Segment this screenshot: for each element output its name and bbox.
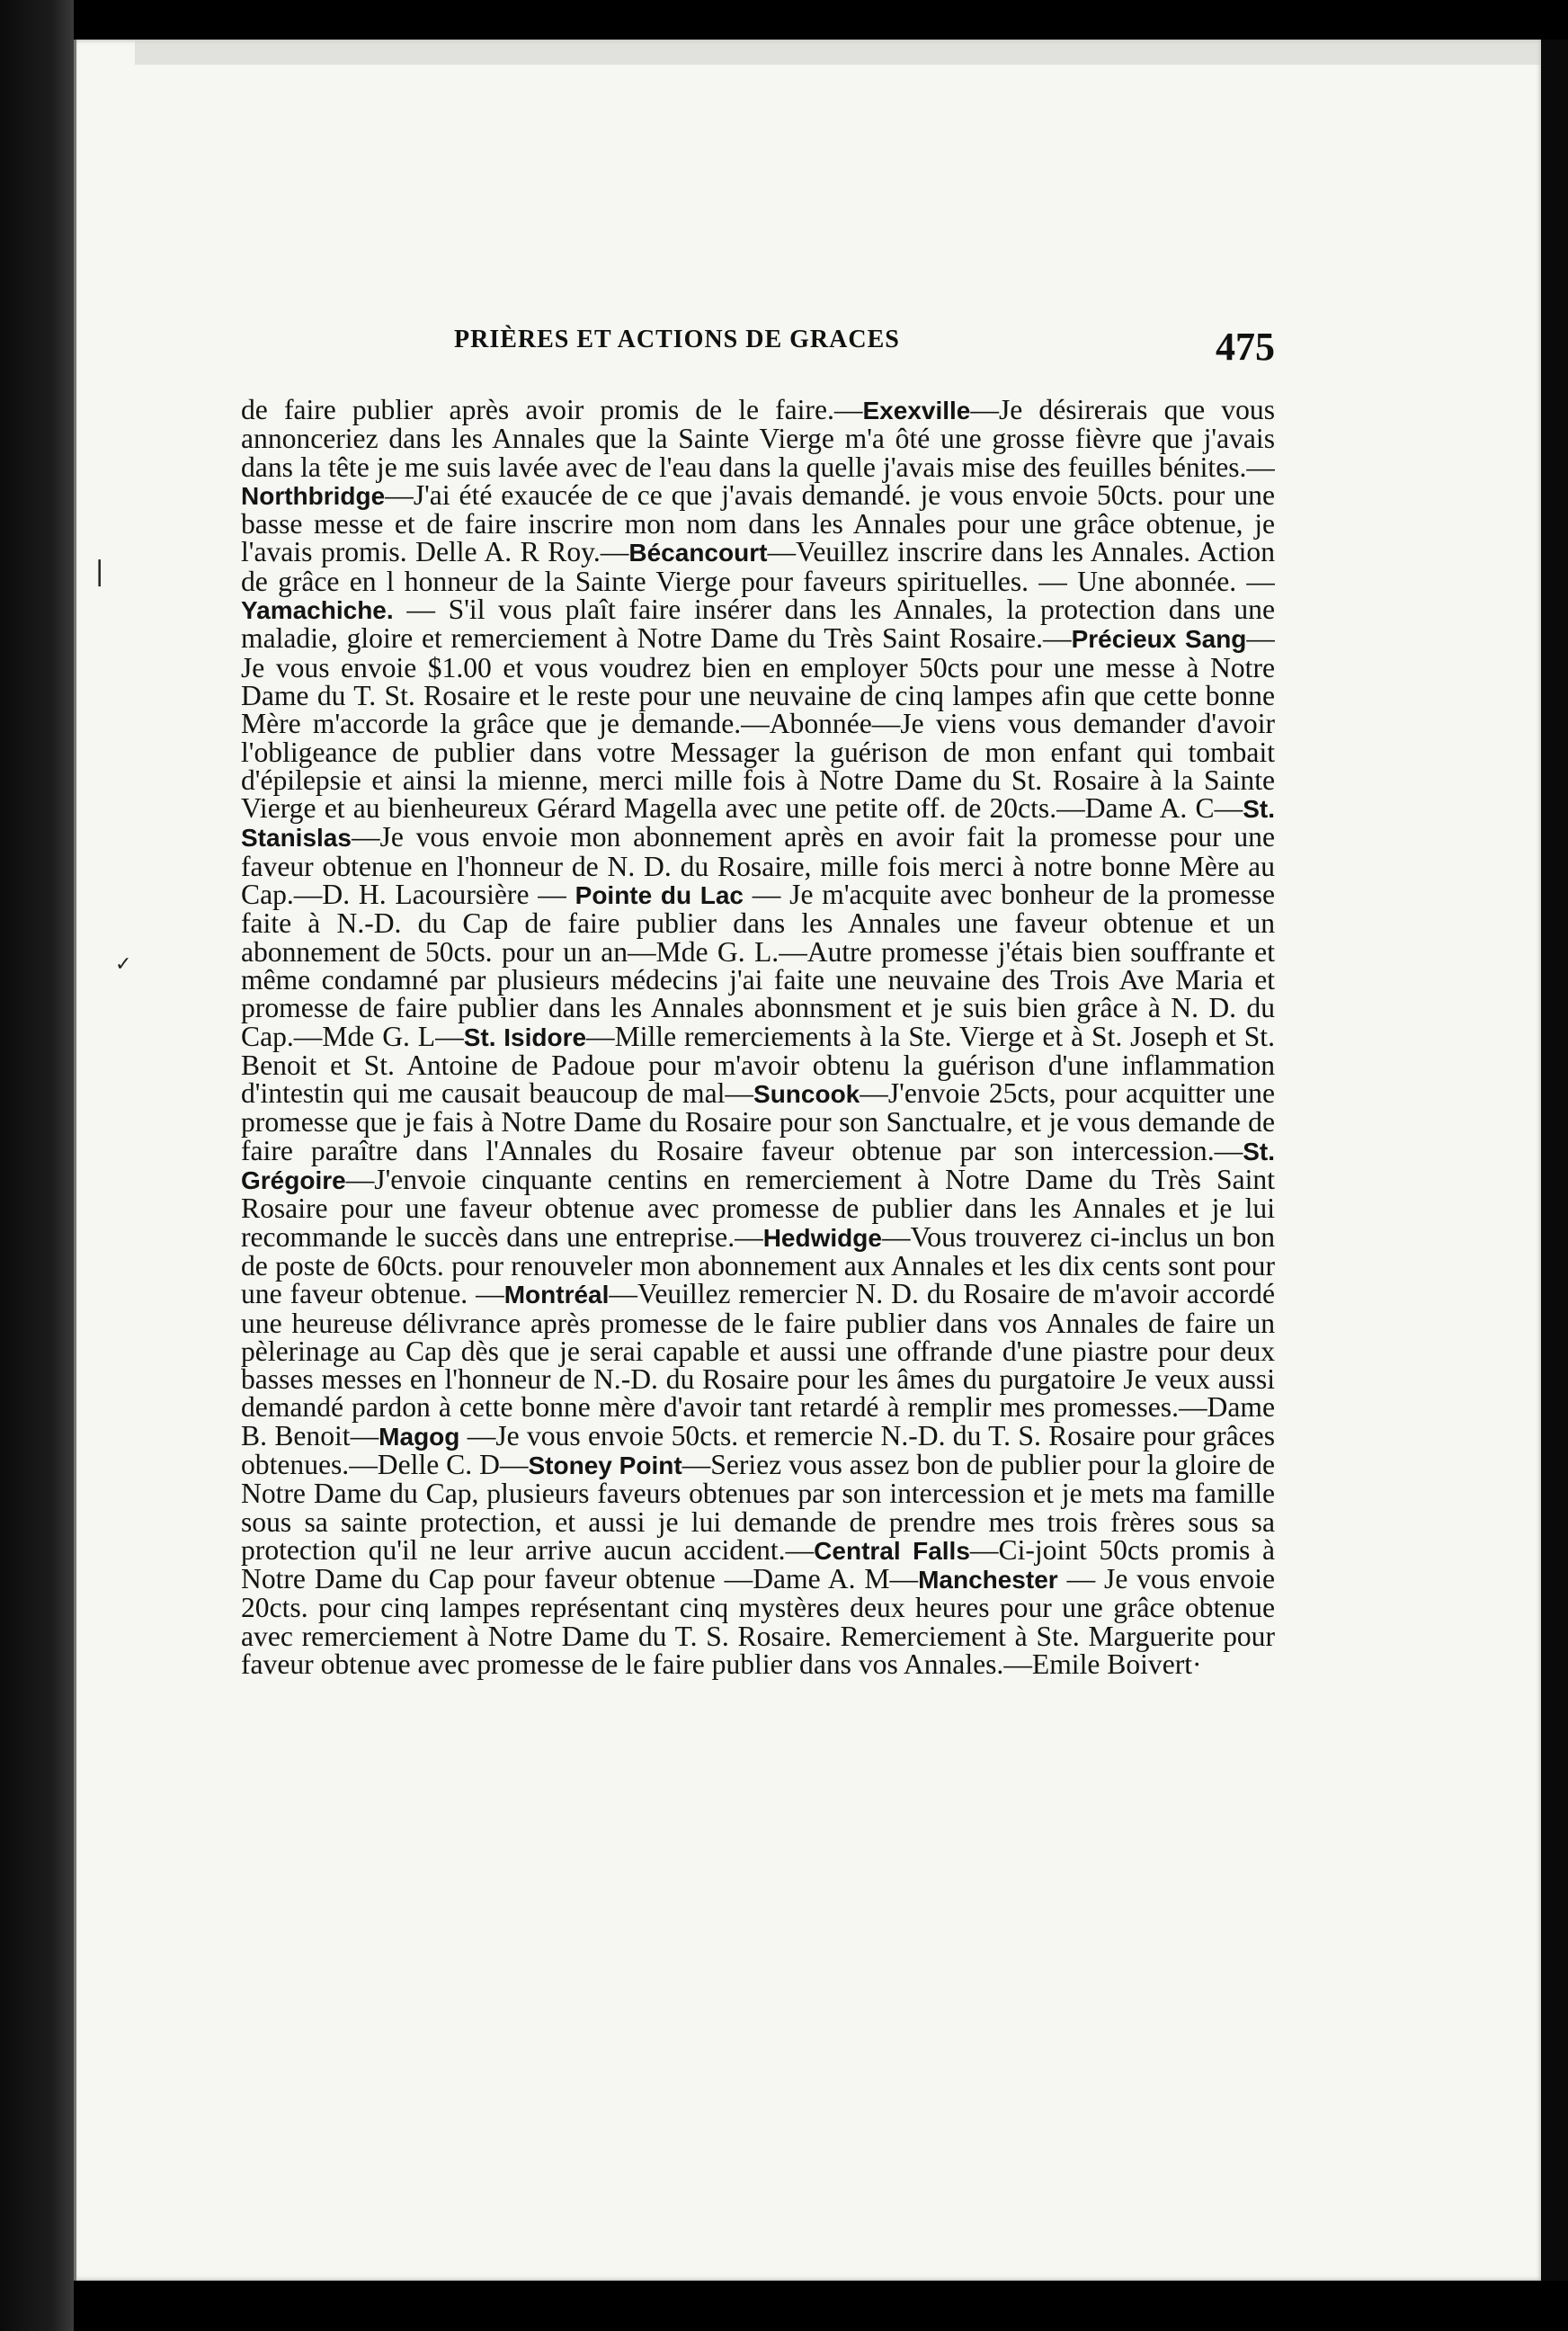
body-text-run: —Mille remerciements à la Ste. Vierge et à St. Joseph et St. Benoit et St. Antoine de Padoue pour m'avoir obtenu la guérison d'une inflammation d'intestin qui me causait beaucoup de mal— xyxy=(241,1020,1275,1110)
place-name: St. Grégoire xyxy=(241,1137,1275,1195)
running-head: PRIÈRES ET ACTIONS DE GRACES xyxy=(454,326,900,353)
place-name: Exexville xyxy=(862,397,971,424)
body-text-run: — S'il vous plaît faire insérer dans les Annales, la protection dans une maladie, gloire et remerciement à Notre Dame du Très Saint Rosaire.— xyxy=(241,594,1275,655)
margin-mark: ❘ xyxy=(88,556,111,587)
place-name: Stoney Point xyxy=(528,1451,682,1479)
place-name: Hedwidge xyxy=(762,1223,882,1252)
place-name: St. Isidore xyxy=(463,1023,587,1051)
page-header xyxy=(454,317,1263,371)
page-right-shadow xyxy=(1541,40,1568,2281)
place-name: Yamachiche. xyxy=(241,596,394,625)
body-text-run: —Veuillez inscrire dans les Annales. Action de grâce en l honneur de la Sainte Vierge pour faveurs spirituelles. — Une abonnée. — xyxy=(241,536,1275,597)
body-text-run: —Veuillez remercier N. D. du Rosaire de m'avoir accordé une heureuse délivrance après promesse de le faire publier dans vos Annales de faire un pèlerinage au Cap dès que je serai capable et aussi une offrande d'une piastre pour deux basses messes en l'honneur de N.-D. du Rosaire pour les âmes du purgatoire Je veux aussi demandé pardon à cette bonne mère d'avoir tant retardé à remplir mes promesses.—Dame B. Benoit— xyxy=(241,1278,1275,1451)
body-text-run: —Vous trouverez ci-inclus un bon de poste de 60cts. pour renouveler mon abonnement aux Annales et les dix cents sont pour une faveur obtenue. — xyxy=(241,1220,1275,1310)
body-text-run: —J'envoie cinquante centins en remerciement à Notre Dame du Très Saint Rosaire pour une faveur obtenue avec promesse de publier dans les Annales et je lui recommande le succès dans une entreprise.— xyxy=(241,1164,1275,1253)
body-text-run: — Je m'acquite avec bonheur de la promesse faite à N.-D. du Cap de faire publier dans les Annales une faveur obtenue et un abonnement de 50cts. pour un an—Mde G. L.—Autre promesse j'étais bien souffrante et même condamné par plusieurs médecins j'ai faite une neuvaine des Trois Ave Maria et promesse de faire publier dans les Annales abonnsment et je suis bien grâce à N. D. du Cap.—Mde G. L— xyxy=(241,879,1275,1052)
body-paragraph xyxy=(241,396,1275,1681)
body-text-run: — Je vous envoie 20cts. pour cinq lampes représentant cinq mystères deux heures pour une grâce obtenue avec remerciement à Notre Dame du T. S. Rosaire. Remerciement à Ste. Marguerite pour faveur obtenue avec promesse de le faire publier dans vos Annales.—Emile Boivert· xyxy=(241,1563,1275,1681)
place-name: Précieux Sang xyxy=(1071,625,1247,654)
body-text-run: —Seriez vous assez bon de publier pour la gloire de Notre Dame du Cap, plusieurs faveurs obtenues par son intercession et je mets ma famille sous sa sainte protection, et aussi je lui demande de prendre mes trois frères sous sa protection qu'il ne leur arrive aucun accident.— xyxy=(241,1448,1275,1566)
body-text-run: —Je désirerais que vous annonceriez dans les Annales que la Sainte Vierge m'a ôté une grosse fièvre que j'avais dans la tête je me suis lavée avec de l'eau dans la quelle j'avais mise des feuilles bénites.— xyxy=(241,396,1275,483)
body-text-run: —J'envoie 25cts, pour acquitter une promesse que je fais à Notre Dame du Rosaire pour son Sanctualre, et je vous demande de faire paraître dans l'Annales du Rosaire faveur obtenue par son intercession.— xyxy=(241,1077,1275,1166)
body-text-run: —Je vous envoie mon abonnement après en avoir fait la promesse pour une faveur obtenue en l'honneur de N. D. du Rosaire, mille fois merci à notre bonne Mère au Cap.—D. H. Lacoursière — xyxy=(241,821,1275,911)
body-text-run: de faire publier après avoir promis de le faire.— xyxy=(241,396,863,425)
place-name: Pointe du Lac xyxy=(575,881,744,910)
place-name: Suncook xyxy=(753,1080,860,1109)
margin-mark: ✓ xyxy=(115,953,132,976)
place-name: Northbridge xyxy=(241,481,386,510)
book-spine-edge xyxy=(0,0,74,2331)
place-name: St. Stanislas xyxy=(241,795,1275,853)
page-number: 475 xyxy=(1216,325,1275,369)
body-text-run: —Ci-joint 50cts promis à Notre Dame du Cap pour faveur obtenue —Dame A. M— xyxy=(241,1533,1275,1595)
body-text-run: —Je vous envoie $1.00 et vous voudrez bien en employer 50cts pour une messe à Notre Dame du T. St. Rosaire et le reste pour une neuvaine de cinq lampes afin que cette bonne Mère m'accorde la grâce que je demande.—Abonnée—Je viens vous demander d'avoir l'obligeance de publier dans votre Messager la guérison de mon enfant qui tombait d'épilepsie et ainsi la mienne, merci mille fois à Notre Dame du St. Rosaire à la Sainte Vierge et au bienheureux Gérard Magella avec une petite off. de 20cts.—Dame A. C— xyxy=(241,622,1275,825)
page-bottom-shadow xyxy=(74,2281,1568,2331)
place-name: Central Falls xyxy=(814,1536,970,1565)
place-name: Montréal xyxy=(503,1281,610,1309)
page-left-border xyxy=(74,40,76,2281)
body-text-run: —J'ai été exaucée de ce que j'avais demandé. je vous envoie 50cts. pour une basse messe et de faire inscrire mon nom dans les Annales pour une grâce obtenue, je l'avais promis. Delle A. R Roy.— xyxy=(241,478,1275,568)
page-top-shadow xyxy=(135,40,1541,65)
place-name: Magog xyxy=(379,1422,460,1451)
place-name: Bécancourt xyxy=(628,539,768,567)
body-text xyxy=(241,396,1275,2059)
place-name: Manchester xyxy=(918,1566,1058,1594)
body-text-run: —Je vous envoie 50cts. et remercie N.-D. du T. S. Rosaire pour grâces obtenues.—Delle C. D— xyxy=(241,1419,1275,1480)
